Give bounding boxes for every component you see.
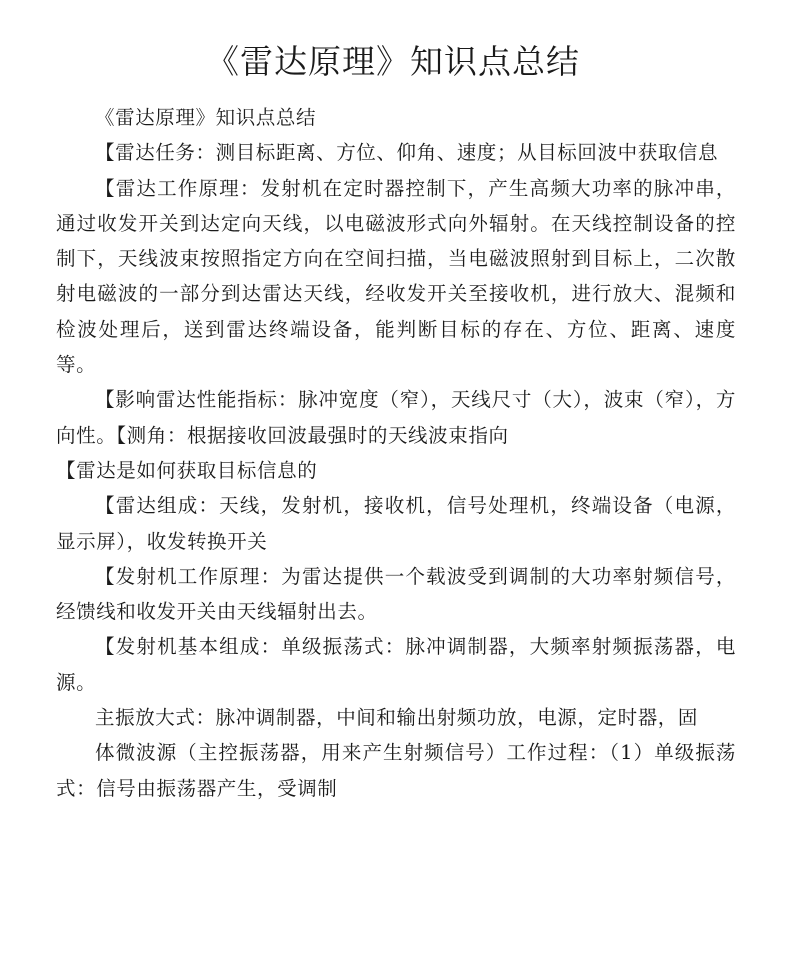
paragraph-solid-state-source: 体微波源（主控振荡器，用来产生射频信号）工作过程：（1）单级振荡式：信号由振荡器产生，受调制 (56, 741, 736, 800)
paragraph-radar-composition: 【雷达组成：天线，发射机，接收机，信号处理机，终端设备（电源，显示屏），收发转换开关 (56, 494, 736, 553)
paragraph-working-principle: 【雷达工作原理：发射机在定时器控制下，产生高频大功率的脉冲串，通过收发开关到达定向天线，以电磁波形式向外辐射。在天线控制设备的控制下，天线波束按照指定方向在空间扫描，当电磁波照射到目标上，二次散射电磁波的一部分到达雷达天线，经收发开关至接收机，进行放大、混频和检波处理后，送到雷达终端设备，能判断目标的存在、方位、距离、速度等。 (56, 176, 736, 377)
paragraph-radar-task: 【雷达任务：测目标距离、方位、仰角、速度；从目标回波中获取信息 (95, 141, 719, 165)
paragraph-master-oscillator-amplifier: 主振放大式：脉冲调制器，中间和输出射频功放，电源，定时器，固 (95, 706, 699, 730)
paragraph-transmitter-principle: 【发射机工作原理：为雷达提供一个载波受到调制的大功率射频信号，经馈线和收发开关由天线辐射出去。 (56, 564, 736, 624)
document-title: 《雷达原理》知识点总结 (206, 42, 580, 81)
document-body (56, 100, 736, 806)
paragraph-transmitter-components: 【发射机基本组成：单级振荡式：脉冲调制器，大频率射频振荡器，电源。 (56, 635, 736, 694)
paragraph-target-info: 【雷达是如何获取目标信息的 (56, 458, 318, 482)
paragraph-subtitle: 《雷达原理》知识点总结 (95, 106, 317, 129)
paragraph-performance-indicators: 【影响雷达性能指标：脉冲宽度（窄），天线尺寸（大），波束（窄），方向性。【测角：根据接收回波最强时的天线波束指向 (56, 388, 736, 447)
